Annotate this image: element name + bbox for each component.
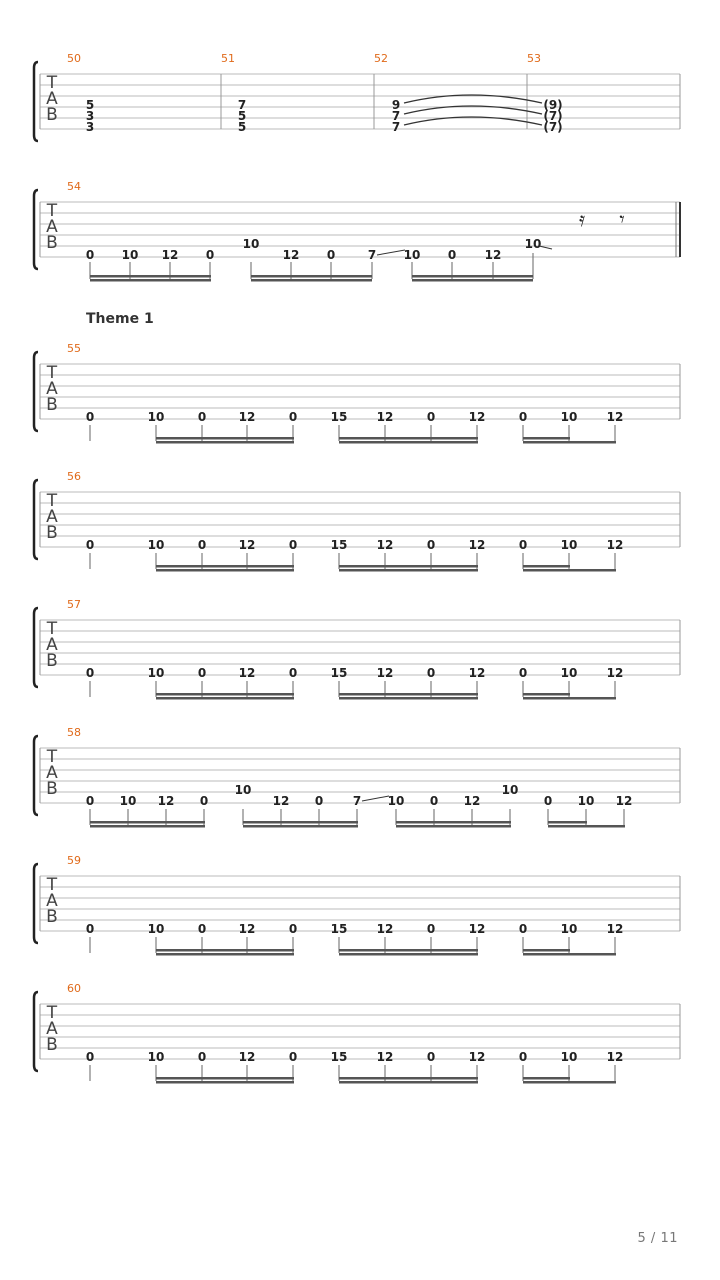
note-beam <box>339 565 478 568</box>
fret-number: 7 <box>237 98 247 112</box>
fret-number: 0 <box>518 538 528 552</box>
note-beam <box>339 1081 478 1084</box>
fret-number: 0 <box>426 922 436 936</box>
note-beam <box>569 697 616 700</box>
note-beam <box>339 1077 478 1080</box>
fret-number: 0 <box>197 410 207 424</box>
fret-number: 0 <box>205 248 215 262</box>
note-beam <box>339 441 478 444</box>
fret-number: 0 <box>447 248 457 262</box>
fret-number: 0 <box>197 538 207 552</box>
measure-number: 54 <box>67 180 81 193</box>
fret-number: 0 <box>197 922 207 936</box>
slide-line <box>377 250 405 255</box>
tab-clef-letter: A <box>46 507 58 527</box>
note-beam <box>523 693 570 696</box>
tab-clef-letter: B <box>46 523 58 543</box>
note-beam <box>156 441 294 444</box>
fret-number: 12 <box>468 922 486 936</box>
note-beam <box>339 693 478 696</box>
tab-clef-letter: B <box>46 233 58 253</box>
system-bracket <box>34 736 38 815</box>
tab-clef-letter: A <box>46 891 58 911</box>
note-beam <box>412 279 533 282</box>
fret-number: 5 <box>237 120 247 134</box>
fret-number: 12 <box>238 922 256 936</box>
fret-number: 0 <box>85 410 95 424</box>
note-beam <box>156 565 294 568</box>
fret-number: 12 <box>606 410 624 424</box>
fret-number: 10 <box>577 794 595 808</box>
tab-clef-letter: A <box>46 89 58 109</box>
measure-number: 53 <box>527 52 541 65</box>
note-beam <box>523 441 570 444</box>
note-beam <box>523 565 570 568</box>
fret-number: 5 <box>237 109 247 123</box>
measure-number: 52 <box>374 52 388 65</box>
fret-number: 10 <box>387 794 405 808</box>
fret-number: 0 <box>199 794 209 808</box>
fret-number: 0 <box>288 1050 298 1064</box>
tab-clef-letter: T <box>46 491 58 511</box>
fret-number: 0 <box>314 794 324 808</box>
fret-number: 12 <box>606 666 624 680</box>
note-beam <box>156 949 294 952</box>
fret-number: 12 <box>376 1050 394 1064</box>
note-beam <box>90 279 211 282</box>
fret-number: 12 <box>376 922 394 936</box>
fret-number: 0 <box>85 538 95 552</box>
note-beam <box>569 953 616 956</box>
system-bracket <box>34 190 38 269</box>
system-bracket <box>34 352 38 431</box>
note-beam <box>156 1081 294 1084</box>
system-bracket <box>34 480 38 559</box>
fret-number: 10 <box>147 922 165 936</box>
tab-clef-letter: A <box>46 1019 58 1039</box>
tab-clef-letter: A <box>46 379 58 399</box>
fret-number: 12 <box>606 538 624 552</box>
fret-number: 12 <box>484 248 502 262</box>
fret-number: 0 <box>85 1050 95 1064</box>
system-bracket <box>34 62 38 141</box>
fret-number: 10 <box>147 410 165 424</box>
note-beam <box>412 275 533 278</box>
note-beam <box>523 697 570 700</box>
rest-symbol: 𝄿 <box>578 207 586 231</box>
fret-number: 10 <box>147 666 165 680</box>
note-beam <box>548 825 587 828</box>
fret-number: 10 <box>121 248 139 262</box>
tab-clef-letter: A <box>46 763 58 783</box>
note-beam <box>90 275 211 278</box>
page-indicator: 5 / 11 <box>637 1231 678 1246</box>
note-beam <box>569 441 616 444</box>
slide-line <box>362 796 389 801</box>
fret-number: 0 <box>288 922 298 936</box>
note-beam <box>90 821 205 824</box>
tab-clef-letter: T <box>46 1003 58 1023</box>
fret-number: 9 <box>391 98 401 112</box>
note-beam <box>523 1081 570 1084</box>
note-beam <box>156 437 294 440</box>
measure-number: 50 <box>67 52 81 65</box>
tab-clef-letter: T <box>46 619 58 639</box>
fret-number: 3 <box>85 120 95 134</box>
fret-number: 10 <box>560 1050 578 1064</box>
fret-number: 3 <box>85 109 95 123</box>
fret-number: 12 <box>238 666 256 680</box>
fret-number: 12 <box>615 794 633 808</box>
fret-number: 0 <box>197 666 207 680</box>
fret-number: (9) <box>543 98 563 112</box>
fret-number: 0 <box>85 248 95 262</box>
note-beam <box>523 437 570 440</box>
note-beam <box>156 569 294 572</box>
fret-number: 12 <box>238 410 256 424</box>
fret-number: (7) <box>543 120 563 134</box>
note-beam <box>156 693 294 696</box>
note-beam <box>339 697 478 700</box>
fret-number: 7 <box>391 120 401 134</box>
fret-number: 0 <box>518 922 528 936</box>
tab-clef-letter: T <box>46 73 58 93</box>
fret-number: 0 <box>326 248 336 262</box>
note-beam <box>156 1077 294 1080</box>
fret-number: 0 <box>85 794 95 808</box>
tab-clef-letter: B <box>46 105 58 125</box>
note-beam <box>523 569 570 572</box>
note-beam <box>586 825 625 828</box>
note-beam <box>339 949 478 952</box>
note-beam <box>251 279 372 282</box>
fret-number: 0 <box>426 1050 436 1064</box>
note-beam <box>339 569 478 572</box>
section-label: Theme 1 <box>86 311 154 327</box>
note-beam <box>251 275 372 278</box>
note-beam <box>243 825 358 828</box>
fret-number: 12 <box>157 794 175 808</box>
fret-number: 0 <box>426 410 436 424</box>
fret-number: 0 <box>197 1050 207 1064</box>
fret-number: 10 <box>242 237 260 251</box>
fret-number: (7) <box>543 109 563 123</box>
fret-number: 15 <box>330 666 348 680</box>
fret-number: 15 <box>330 538 348 552</box>
fret-number: 15 <box>330 410 348 424</box>
tab-clef-letter: B <box>46 395 58 415</box>
tab-clef-letter: A <box>46 635 58 655</box>
fret-number: 0 <box>518 666 528 680</box>
tab-clef-letter: A <box>46 217 58 237</box>
fret-number: 0 <box>426 538 436 552</box>
note-beam <box>523 1077 570 1080</box>
fret-number: 12 <box>161 248 179 262</box>
fret-number: 0 <box>85 922 95 936</box>
note-beam <box>523 953 570 956</box>
system-bracket <box>34 608 38 687</box>
fret-number: 10 <box>234 783 252 797</box>
fret-number: 12 <box>282 248 300 262</box>
note-beam <box>156 697 294 700</box>
note-beam <box>339 437 478 440</box>
fret-number: 12 <box>606 1050 624 1064</box>
fret-number: 10 <box>119 794 137 808</box>
fret-number: 0 <box>518 410 528 424</box>
fret-number: 0 <box>543 794 553 808</box>
note-beam <box>569 569 616 572</box>
note-beam <box>339 953 478 956</box>
measure-number: 57 <box>67 598 81 611</box>
fret-number: 0 <box>518 1050 528 1064</box>
fret-number: 12 <box>468 1050 486 1064</box>
note-beam <box>523 949 570 952</box>
fret-number: 10 <box>147 538 165 552</box>
tab-clef-letter: T <box>46 747 58 767</box>
fret-number: 10 <box>560 666 578 680</box>
note-beam <box>396 821 511 824</box>
fret-number: 7 <box>391 109 401 123</box>
measure-number: 51 <box>221 52 235 65</box>
fret-number: 12 <box>606 922 624 936</box>
fret-number: 10 <box>524 237 542 251</box>
fret-number: 0 <box>85 666 95 680</box>
fret-number: 7 <box>367 248 377 262</box>
fret-number: 10 <box>560 538 578 552</box>
fret-number: 12 <box>376 538 394 552</box>
fret-number: 10 <box>403 248 421 262</box>
note-beam <box>90 825 205 828</box>
system-bracket <box>34 864 38 943</box>
fret-number: 12 <box>376 666 394 680</box>
note-beam <box>156 953 294 956</box>
fret-number: 12 <box>468 538 486 552</box>
fret-number: 12 <box>468 666 486 680</box>
fret-number: 12 <box>238 1050 256 1064</box>
note-beam <box>548 821 587 824</box>
tab-clef-letter: B <box>46 907 58 927</box>
fret-number: 0 <box>426 666 436 680</box>
tab-clef-letter: B <box>46 1035 58 1055</box>
fret-number: 0 <box>288 538 298 552</box>
tab-clef-letter: B <box>46 651 58 671</box>
tab-clef-letter: T <box>46 875 58 895</box>
fret-number: 0 <box>429 794 439 808</box>
note-beam <box>243 821 358 824</box>
measure-number: 58 <box>67 726 81 739</box>
fret-number: 12 <box>272 794 290 808</box>
system-bracket <box>34 992 38 1071</box>
fret-number: 10 <box>501 783 519 797</box>
fret-number: 7 <box>352 794 362 808</box>
tab-clef-letter: B <box>46 779 58 799</box>
fret-number: 5 <box>85 98 95 112</box>
note-beam <box>569 1081 616 1084</box>
fret-number: 12 <box>468 410 486 424</box>
fret-number: 10 <box>560 410 578 424</box>
tab-clef-letter: T <box>46 363 58 383</box>
rest-symbol: 𝄾 <box>619 207 625 231</box>
fret-number: 0 <box>288 666 298 680</box>
fret-number: 12 <box>463 794 481 808</box>
tab-clef-letter: T <box>46 201 58 221</box>
note-beam <box>396 825 511 828</box>
measure-number: 59 <box>67 854 81 867</box>
fret-number: 15 <box>330 922 348 936</box>
measure-number: 55 <box>67 342 81 355</box>
fret-number: 10 <box>560 922 578 936</box>
measure-number: 56 <box>67 470 81 483</box>
fret-number: 15 <box>330 1050 348 1064</box>
fret-number: 10 <box>147 1050 165 1064</box>
fret-number: 12 <box>376 410 394 424</box>
measure-number: 60 <box>67 982 81 995</box>
fret-number: 0 <box>288 410 298 424</box>
fret-number: 12 <box>238 538 256 552</box>
